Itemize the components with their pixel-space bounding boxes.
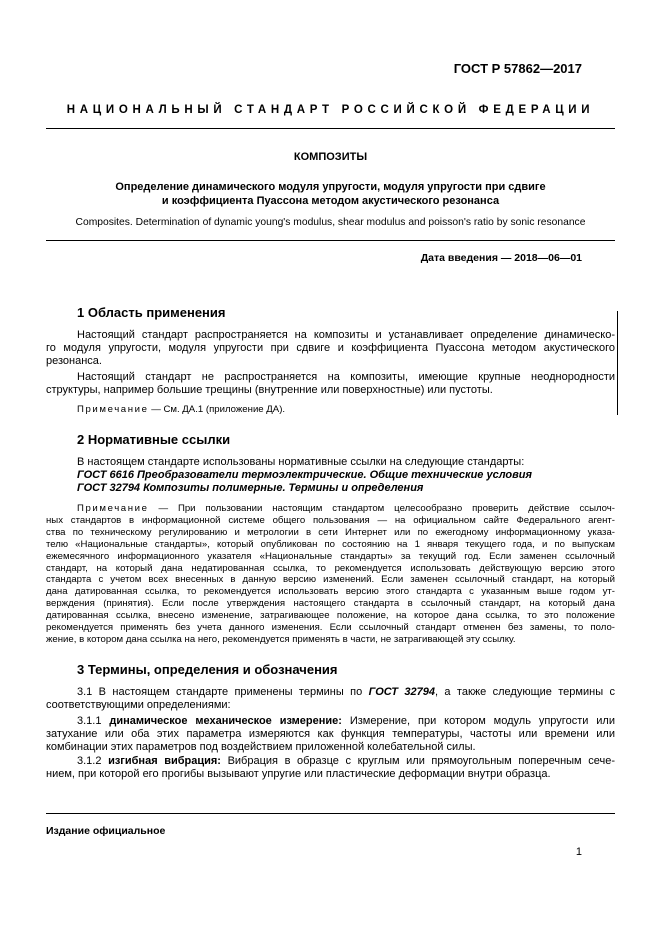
- reference-gost-32794: ГОСТ 32794 Композиты полимерные. Термины и определения: [77, 482, 424, 494]
- clause-number: 3.1.2: [77, 755, 109, 767]
- change-bar: [617, 311, 618, 415]
- text-fragment: , а также следующие термины с: [434, 686, 615, 698]
- document-title: КОМПОЗИТЫ: [293, 151, 368, 163]
- page-number: 1: [575, 846, 582, 858]
- section-2-heading: 2 Нормативные ссылки: [77, 432, 231, 447]
- official-edition-label: Издание официальное: [46, 825, 166, 837]
- note-line: датированная ссылка, внесено изменение, затрагивающее положение, на которое дана ссылка, то это положение: [46, 610, 615, 622]
- text-line: комбинации этих параметров под воздействием приложенной колебательной силы.: [46, 741, 476, 753]
- text-line: го модуля упругости, модуля упругости при сдвиге и коэффициента Пуассона методом акустического: [46, 342, 615, 354]
- note-label: Примечание: [77, 503, 149, 514]
- section-3-1-2-paragraph: [46, 755, 615, 781]
- note-line: верждения (принятия). Если после утверждения настоящего стандарта в ссылочный стандарт, на который дана: [46, 598, 615, 610]
- section-2-intro: [46, 456, 615, 495]
- text-line: [46, 715, 615, 728]
- text-line: Настоящий стандарт не распространяется на композиты, имеющие крупные неоднородности: [77, 371, 615, 383]
- term: изгибная вибрация:: [108, 755, 221, 767]
- text-line: нием, при которой его прогибы вызывают упругие или пластические деформации внутри образца.: [46, 768, 551, 780]
- text-line: [46, 686, 615, 699]
- text-fragment: 3.1 В настоящем стандарте применены термины по: [77, 686, 369, 698]
- note-line: стандарта с учетом всех внесенных в данную версию изменений. Если заменен ссылочный стандарт, на который: [46, 574, 615, 586]
- note-line: стандарт, на который дана недатированная ссылка, то рекомендуется использовать действующую версию этого: [46, 562, 615, 574]
- note-line: [46, 503, 615, 515]
- subtitle-line-1: Определение динамического модуля упругости, модуля упругости при сдвиге: [115, 181, 546, 193]
- section-1-heading: 1 Область применения: [77, 305, 226, 320]
- note-text: — При пользовании настоящим стандартом целесообразно проверить действие ссылоч-: [148, 503, 615, 514]
- section-1-paragraph-1: [46, 329, 615, 368]
- text-line: В настоящем стандарте использованы нормативные ссылки на следующие стандарты:: [77, 456, 525, 468]
- term: динамическое механическое измерение:: [109, 715, 342, 727]
- note-line: [46, 404, 615, 416]
- note-label: Примечание: [77, 404, 149, 415]
- reference-gost-6616: ГОСТ 6616 Преобразователи термоэлектрические. Общие технические условия: [77, 469, 532, 481]
- note-line: жение, в котором дана ссылка на него, рекомендуется применять в части, не затрагивающей эту ссылку.: [46, 633, 516, 645]
- note-line: телю «Национальные стандарты», который опубликован по состоянию на 1 января текущего года, и по выпускам: [46, 538, 615, 550]
- note-text: — См. ДА.1 (приложение ДА).: [148, 404, 286, 415]
- document-subtitle-ru: [46, 180, 615, 208]
- middle-rule: [46, 240, 615, 241]
- text-line: Настоящий стандарт распространяется на композиты и устанавливает определение динамическо-: [77, 329, 615, 341]
- bottom-rule: [46, 813, 615, 814]
- section-1-note: [46, 404, 615, 416]
- note-line: ства по техническому регулированию и метрологии в сети Интернет или по ежегодному информационному указа-: [46, 526, 615, 538]
- introduction-date: Дата введения — 2018—06—01: [420, 252, 582, 264]
- document-code: ГОСТ Р 57862—2017: [453, 61, 582, 76]
- text-line: резонанса.: [46, 355, 102, 367]
- text-line: соответствующими определениями:: [46, 699, 231, 711]
- note-line: дана датированная ссылка, то рекомендуется использовать версию этого стандарта с указанным выше годом ут-: [46, 586, 615, 598]
- text-line: структуры, например большие трещины (внутренние или поверхностные) или пустоты.: [46, 384, 493, 396]
- section-3-1-1-paragraph: [46, 715, 615, 754]
- section-1-paragraph-2: [46, 371, 615, 397]
- text-line: затухание или оба этих параметра измеряются как функция температуры, частоты или времени или: [46, 728, 615, 740]
- subtitle-line-2: и коэффициента Пуассона методом акустического резонанса: [161, 195, 500, 207]
- document-subtitle-en: Composites. Determination of dynamic young's modulus, shear modulus and poisson's ratio by sonic resonance: [75, 217, 586, 228]
- reference-gost-32794: ГОСТ 32794: [368, 686, 435, 698]
- section-3-1-paragraph: [46, 686, 615, 712]
- section-3-heading: 3 Термины, определения и обозначения: [77, 662, 338, 677]
- note-line: ных стандартов в информационной системе общего пользования — на официальном сайте Федерального агент-: [46, 514, 615, 526]
- clause-number: 3.1.1: [77, 715, 110, 727]
- note-line: ежемесячного информационного указателя «Национальные стандарты» за текущий год. Если заменен ссылочный: [46, 550, 615, 562]
- text-fragment: Измерение, при котором модуль упругости или: [341, 715, 615, 727]
- text-fragment: Вибрация в образце с круглым или прямоугольным поперечным сече-: [220, 755, 615, 767]
- note-line: рекомендуется применять без учета данного изменения. Если ссылочный стандарт отменен без замены, то поло-: [46, 622, 615, 634]
- top-rule: [46, 128, 615, 129]
- section-2-note: [46, 503, 615, 646]
- national-standard-banner: НАЦИОНАЛЬНЫЙ СТАНДАРТ РОССИЙСКОЙ ФЕДЕРАЦИИ: [66, 104, 595, 116]
- text-line: [46, 755, 615, 768]
